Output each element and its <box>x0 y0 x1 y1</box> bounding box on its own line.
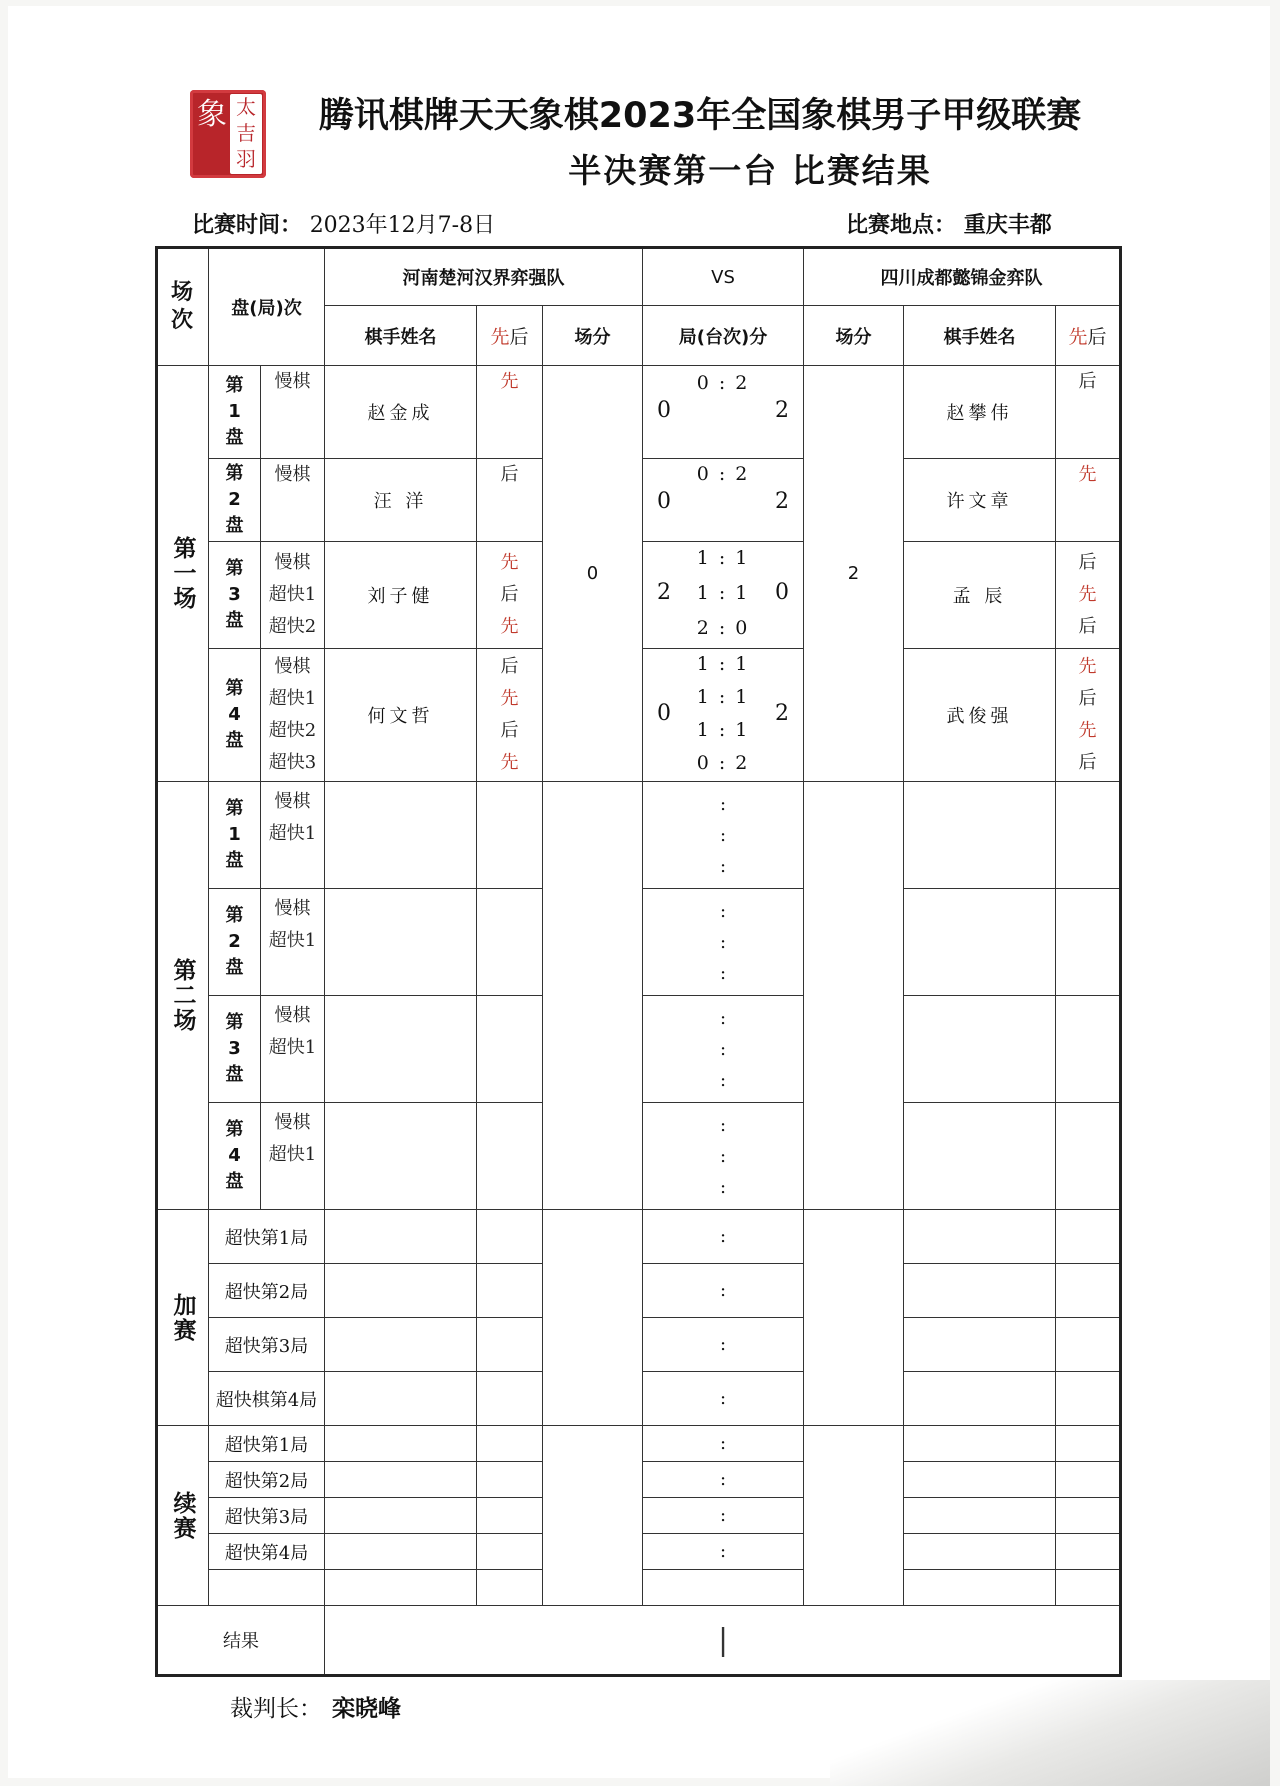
right-player <box>904 1210 1056 1264</box>
continuation-label: 续赛 <box>157 1426 209 1606</box>
left-order <box>477 1103 543 1210</box>
left-player: 汪 洋 <box>325 459 477 542</box>
result-label: 结果 <box>157 1606 325 1676</box>
round1-board4: 第4盘 <box>209 649 261 782</box>
playoff-score: : <box>643 1210 804 1264</box>
right-order <box>1056 782 1121 889</box>
board-scores: : : : <box>643 782 804 889</box>
left-order <box>477 889 543 996</box>
right-order <box>1056 889 1121 996</box>
right-player <box>904 1103 1056 1210</box>
right-player <box>904 1498 1056 1534</box>
left-player <box>325 782 477 889</box>
board-scores: : : : <box>643 889 804 996</box>
right-player <box>904 1462 1056 1498</box>
left-player <box>325 1318 477 1372</box>
playoff-score: : <box>643 1372 804 1426</box>
right-order <box>1056 1210 1121 1264</box>
right-match-score: 2 <box>804 366 904 782</box>
game-types: 慢棋 <box>261 366 325 459</box>
chief-judge <box>230 1690 401 1723</box>
round2-board4: 第4盘 <box>209 1103 261 1210</box>
game-types: 慢棋 超快1 <box>261 1103 325 1210</box>
right-player: 武俊强 <box>904 649 1056 782</box>
playoff-row-label: 超快第1局 <box>209 1210 325 1264</box>
game-types: 慢棋 超快1 <box>261 996 325 1103</box>
left-order <box>477 996 543 1103</box>
right-match-score <box>804 1210 904 1426</box>
page-fold-shadow <box>830 1680 1270 1786</box>
right-order: 后 先 后 <box>1056 542 1121 649</box>
result-right <box>804 1606 1121 1676</box>
left-order <box>477 782 543 889</box>
left-order <box>477 1318 543 1372</box>
right-player: 许文章 <box>904 459 1056 542</box>
right-order <box>1056 996 1121 1103</box>
board-scores: 0 : 2 0 2 <box>643 366 804 459</box>
left-player <box>325 1462 477 1498</box>
chief-judge-label: 裁判长： <box>230 1696 322 1722</box>
left-player <box>325 1570 477 1606</box>
left-order-header: 先后 <box>477 306 543 366</box>
left-order <box>477 1264 543 1318</box>
continuation-score: : <box>643 1426 804 1462</box>
right-order <box>1056 1372 1121 1426</box>
left-match-score: 0 <box>543 366 643 782</box>
right-player <box>904 1570 1056 1606</box>
seal-left-glyph: 象 <box>197 97 227 132</box>
results-table <box>155 246 1122 1677</box>
left-player <box>325 1103 477 1210</box>
round1-board1: 第1盘 <box>209 366 261 459</box>
seal-stamp <box>190 90 266 178</box>
left-match-score <box>543 782 643 1210</box>
seal-right-panel <box>230 94 262 174</box>
playoff-score: : <box>643 1318 804 1372</box>
right-player <box>904 1264 1056 1318</box>
right-player <box>904 996 1056 1103</box>
right-order: 先 后 先 后 <box>1056 649 1121 782</box>
seal-glyph: 吉 <box>236 121 256 145</box>
continuation-score <box>643 1570 804 1606</box>
games-header: 局(台次)分 <box>643 306 804 366</box>
game-types: 慢棋 超快1 超快2 <box>261 542 325 649</box>
chief-judge-name: 栾晓峰 <box>332 1696 401 1722</box>
left-player <box>325 1534 477 1570</box>
playoff-row-label: 超快第3局 <box>209 1318 325 1372</box>
result-separator: | <box>643 1606 804 1676</box>
playoff-row-label: 超快第2局 <box>209 1264 325 1318</box>
left-order <box>477 1462 543 1498</box>
match-venue-value: 重庆丰都 <box>963 213 1052 238</box>
left-player <box>325 1426 477 1462</box>
left-player <box>325 1264 477 1318</box>
right-match-score <box>804 1426 904 1606</box>
right-order <box>1056 1103 1121 1210</box>
left-player: 刘子健 <box>325 542 477 649</box>
right-order: 后 <box>1056 366 1121 459</box>
continuation-row-label: 超快第1局 <box>209 1426 325 1462</box>
right-player <box>904 782 1056 889</box>
right-order <box>1056 1264 1121 1318</box>
right-player <box>904 1534 1056 1570</box>
right-order <box>1056 1462 1121 1498</box>
left-player-header: 棋手姓名 <box>325 306 477 366</box>
continuation-score: : <box>643 1534 804 1570</box>
playoff-score: : <box>643 1264 804 1318</box>
left-order <box>477 1498 543 1534</box>
continuation-row-blank <box>209 1570 325 1606</box>
continuation-row-label: 超快第3局 <box>209 1498 325 1534</box>
right-player <box>904 889 1056 996</box>
right-match-score <box>804 782 904 1210</box>
left-order: 先 <box>477 366 543 459</box>
game-types: 慢棋 <box>261 459 325 542</box>
right-player: 孟 辰 <box>904 542 1056 649</box>
left-order <box>477 1210 543 1264</box>
right-player-header: 棋手姓名 <box>904 306 1056 366</box>
left-order: 先 后 先 <box>477 542 543 649</box>
match-venue-label: 比赛地点： <box>846 213 957 238</box>
left-player <box>325 1498 477 1534</box>
vs-label: VS <box>643 248 804 306</box>
seal-glyph: 太 <box>236 95 256 119</box>
match-time-label: 比赛时间： <box>192 213 303 238</box>
right-order <box>1056 1534 1121 1570</box>
game-types: 慢棋 超快1 <box>261 889 325 996</box>
right-player <box>904 1318 1056 1372</box>
round-header: 场次 <box>157 248 209 366</box>
left-player: 何文哲 <box>325 649 477 782</box>
left-match-score <box>543 1426 643 1606</box>
playoff-label: 加赛 <box>157 1210 209 1426</box>
board-header: 盘(局)次 <box>209 248 325 366</box>
match-time-value: 2023年12月7-8日 <box>309 213 496 238</box>
board-scores: : : : <box>643 1103 804 1210</box>
left-score-header: 场分 <box>543 306 643 366</box>
left-order <box>477 1372 543 1426</box>
round1-label: 第一场 <box>157 366 209 782</box>
left-player <box>325 1210 477 1264</box>
game-types: 慢棋 超快1 超快2 超快3 <box>261 649 325 782</box>
left-player: 赵金成 <box>325 366 477 459</box>
board-scores: 0 : 2 0 2 <box>643 459 804 542</box>
left-player <box>325 889 477 996</box>
board-scores: 1 : 1 1 : 1 1 : 1 0 : 2 0 2 <box>643 649 804 782</box>
continuation-score: : <box>643 1498 804 1534</box>
continuation-row-label: 超快第4局 <box>209 1534 325 1570</box>
continuation-row-label: 超快第2局 <box>209 1462 325 1498</box>
left-player <box>325 1372 477 1426</box>
board-scores: : : : <box>643 996 804 1103</box>
round2-board1: 第1盘 <box>209 782 261 889</box>
left-order: 后 先 后 先 <box>477 649 543 782</box>
team-left-name: 河南楚河汉界弈强队 <box>325 248 643 306</box>
left-match-score <box>543 1210 643 1426</box>
seal-glyph: 羽 <box>236 147 256 171</box>
left-order: 后 <box>477 459 543 542</box>
left-order <box>477 1426 543 1462</box>
right-order: 先 <box>1056 459 1121 542</box>
left-order <box>477 1534 543 1570</box>
continuation-score: : <box>643 1462 804 1498</box>
right-order <box>1056 1498 1121 1534</box>
right-order <box>1056 1318 1121 1372</box>
board-scores: 1 : 1 1 : 1 2 : 0 2 0 <box>643 542 804 649</box>
right-order-header: 先后 <box>1056 306 1121 366</box>
page-title: 腾讯棋牌天天象棋2023年全国象棋男子甲级联赛 <box>318 96 1082 136</box>
round1-board2: 第2盘 <box>209 459 261 542</box>
game-types: 慢棋 超快1 <box>261 782 325 889</box>
right-player: 赵攀伟 <box>904 366 1056 459</box>
result-left <box>325 1606 643 1676</box>
right-order <box>1056 1426 1121 1462</box>
round2-board2: 第2盘 <box>209 889 261 996</box>
playoff-row-label: 超快棋第4局 <box>209 1372 325 1426</box>
team-right-name: 四川成都懿锦金弈队 <box>804 248 1121 306</box>
right-order <box>1056 1570 1121 1606</box>
match-venue <box>846 208 1052 239</box>
right-score-header: 场分 <box>804 306 904 366</box>
right-player <box>904 1426 1056 1462</box>
left-order <box>477 1570 543 1606</box>
left-player <box>325 996 477 1103</box>
round2-label: 第二场 <box>157 782 209 1210</box>
round1-board3: 第3盘 <box>209 542 261 649</box>
right-player <box>904 1372 1056 1426</box>
match-time <box>192 208 495 239</box>
page-subtitle: 半决赛第一台 比赛结果 <box>568 151 932 190</box>
round2-board3: 第3盘 <box>209 996 261 1103</box>
